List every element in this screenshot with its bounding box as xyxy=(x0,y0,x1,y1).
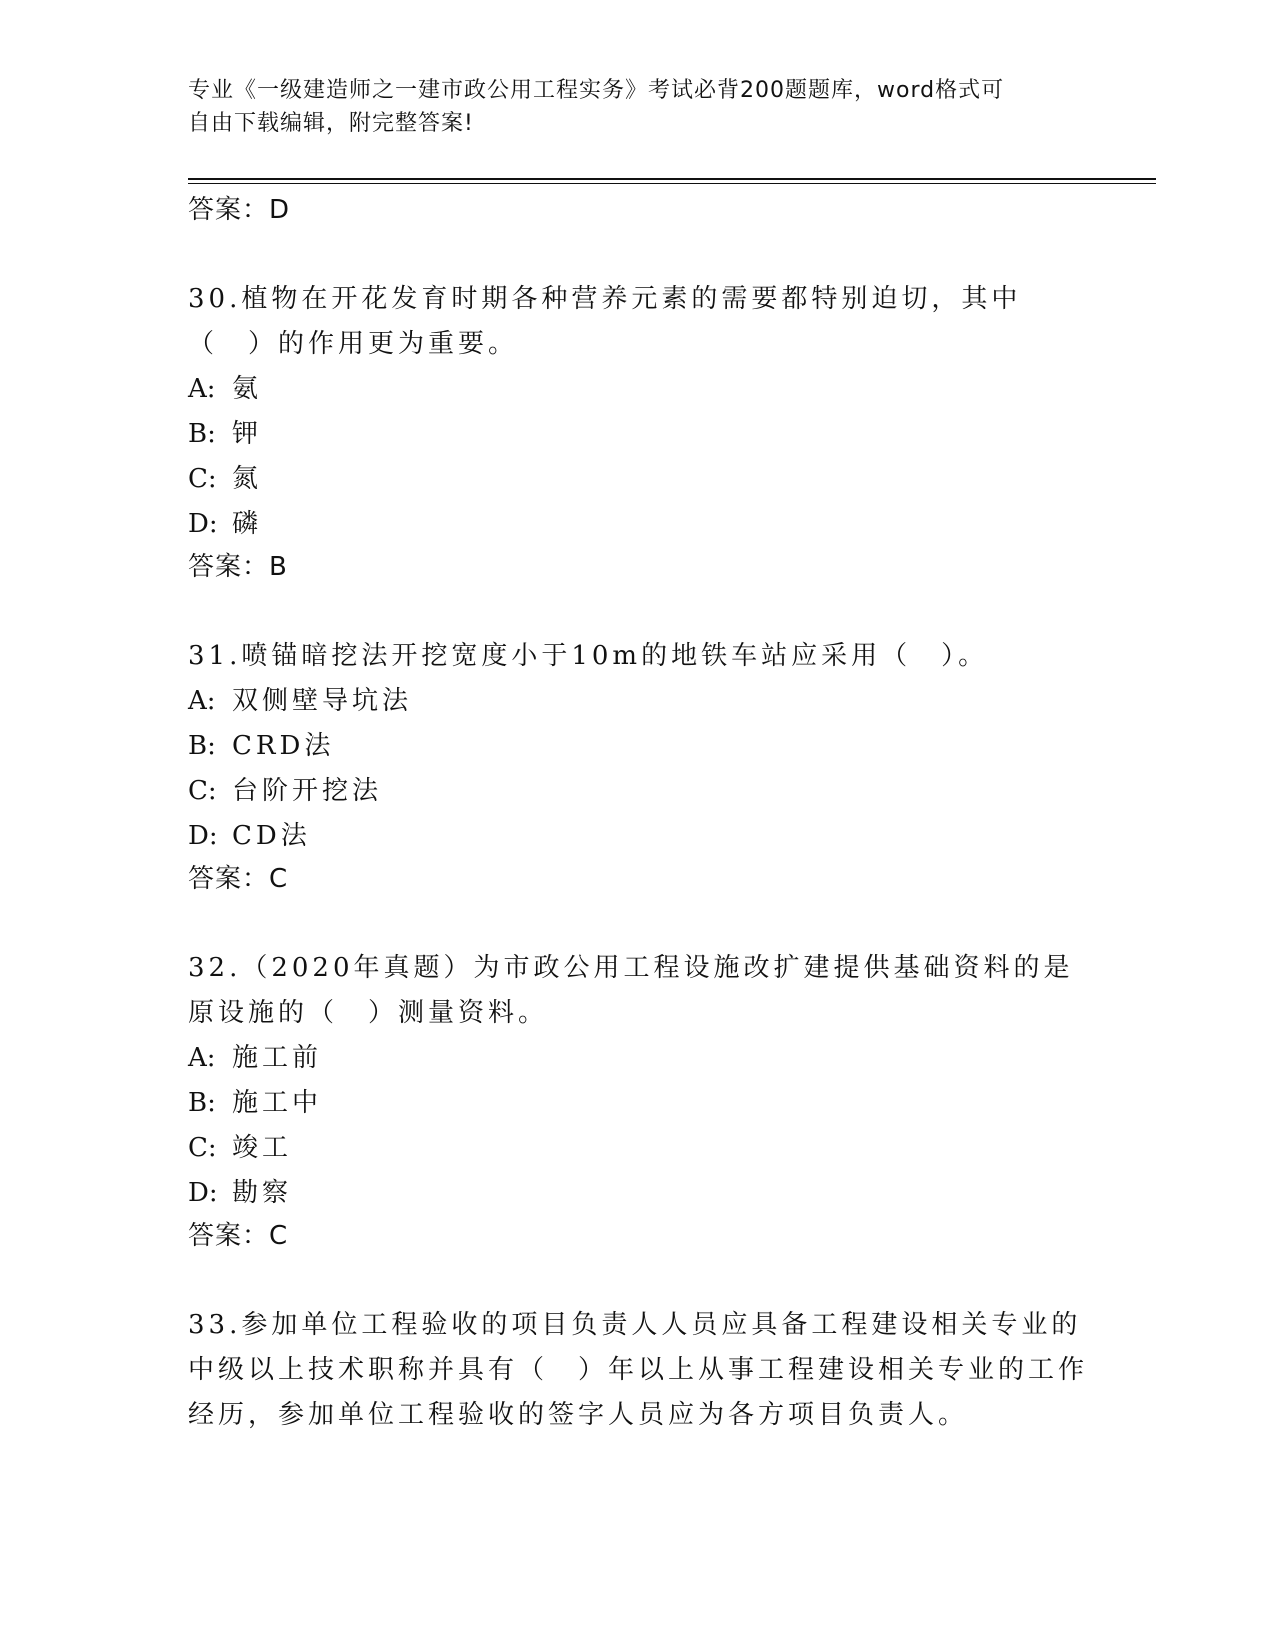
option-letter: A: xyxy=(188,686,216,716)
option-d xyxy=(188,814,1088,859)
question-stem: 32.（2020年真题）为市政公用工程设施改扩建提供基础资料的是原设施的（ ）测量资料。 xyxy=(188,953,1074,1028)
answer-line: 答案：B xyxy=(188,552,288,582)
option-text: 勘察 xyxy=(232,1178,293,1208)
question-item-31 xyxy=(188,634,1088,899)
option-text: 双侧壁导坑法 xyxy=(232,686,413,716)
option-letter: A: xyxy=(188,1043,216,1073)
option-b xyxy=(188,724,1088,769)
question-stem: 33.参加单位工程验收的项目负责人人员应具备工程建设相关专业的中级以上技术职称并具有（ ）年以上从事工程建设相关专业的工作经历，参加单位工程验收的签字人员应为各方项目负责人。 xyxy=(188,1310,1089,1430)
option-letter: D: xyxy=(188,1178,218,1208)
answer-line: 答案：C xyxy=(188,1221,289,1251)
header-line-1: 专业《一级建造师之一建市政公用工程实务》考试必背200题题库，word格式可 xyxy=(188,78,1005,103)
header-divider xyxy=(188,178,1156,184)
answer-line-q29: 答案：D xyxy=(188,195,291,225)
option-letter: B: xyxy=(188,1088,216,1118)
answer-line: 答案：C xyxy=(188,864,289,894)
option-letter: D: xyxy=(188,821,218,851)
option-d xyxy=(188,502,1088,547)
option-c xyxy=(188,457,1088,502)
option-text: 氨 xyxy=(232,374,263,404)
question-item-33 xyxy=(188,1303,1088,1438)
option-b xyxy=(188,412,1088,457)
question-stem: 30.植物在开花发育时期各种营养元素的需要都特别迫切，其中（ ）的作用更为重要。 xyxy=(188,284,1022,359)
option-a xyxy=(188,367,1088,412)
question-item-32 xyxy=(188,946,1088,1256)
option-text: 竣工 xyxy=(232,1133,293,1163)
option-a xyxy=(188,679,1088,724)
option-d xyxy=(188,1171,1088,1216)
option-letter: C: xyxy=(188,776,217,806)
option-letter: C: xyxy=(188,464,217,494)
option-c xyxy=(188,769,1088,814)
option-letter: B: xyxy=(188,419,216,449)
option-b xyxy=(188,1081,1088,1126)
page-header xyxy=(188,74,1088,140)
header-line-2: 自由下载编辑，附完整答案! xyxy=(188,111,474,136)
option-text: CD法 xyxy=(232,821,311,851)
question-list xyxy=(188,190,1088,1438)
question-item-30 xyxy=(188,277,1088,587)
option-letter: C: xyxy=(188,1133,217,1163)
option-letter: D: xyxy=(188,509,218,539)
option-text: 台阶开挖法 xyxy=(232,776,383,806)
option-c xyxy=(188,1126,1088,1171)
option-text: 施工前 xyxy=(232,1043,323,1073)
option-a xyxy=(188,1036,1088,1081)
option-text: 施工中 xyxy=(232,1088,323,1118)
option-text: 钾 xyxy=(232,419,263,449)
option-text: 磷 xyxy=(232,509,263,539)
option-letter: B: xyxy=(188,731,216,761)
question-stem: 31.喷锚暗挖法开挖宽度小于10m的地铁车站应采用（ ）。 xyxy=(188,641,989,671)
option-text: 氮 xyxy=(232,464,263,494)
option-text: CRD法 xyxy=(232,731,335,761)
option-letter: A: xyxy=(188,374,216,404)
